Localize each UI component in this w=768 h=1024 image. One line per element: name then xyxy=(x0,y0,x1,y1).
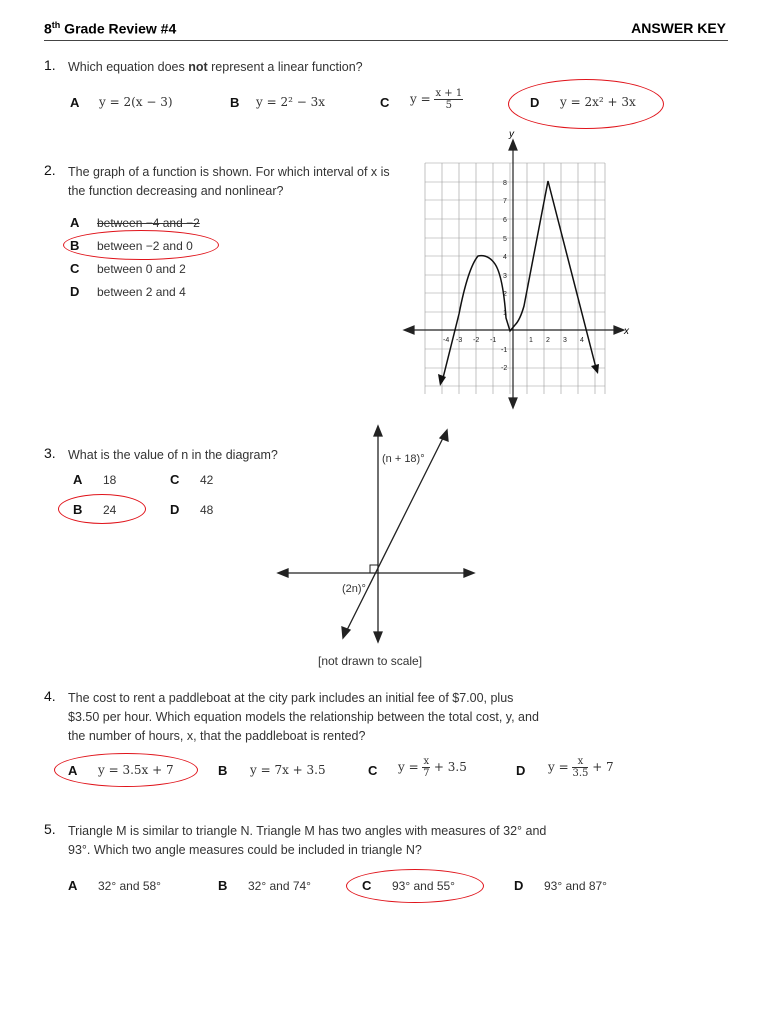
x-tick: 2 xyxy=(546,337,550,344)
q4-option-c-text xyxy=(398,756,467,779)
q1-text-bold: not xyxy=(188,60,208,74)
q1-option-c-pre: y = xyxy=(410,92,435,106)
q2-option-c-text: between 0 and 2 xyxy=(97,262,186,276)
q4-option-c-post: + 3.5 xyxy=(430,760,467,774)
q5-option-b-text: 32° and 74° xyxy=(248,879,311,893)
q1-text-pre: Which equation does xyxy=(68,60,189,74)
q2-function-graph xyxy=(400,128,636,410)
function-curve xyxy=(442,181,596,382)
q4-option-d-pre: y = xyxy=(548,760,573,774)
fraction-denominator: 3.5 xyxy=(572,768,589,779)
q2-line1: The graph of a function is shown. For which interval of x is xyxy=(68,165,390,179)
title-number: 8 xyxy=(44,20,52,37)
fraction-numerator: x xyxy=(423,756,430,767)
q1-answer-circle xyxy=(508,79,664,129)
q5-answer-circle xyxy=(346,869,484,903)
y-tick: 7 xyxy=(503,198,507,205)
y-tick: 4 xyxy=(503,254,507,261)
x-tick: -4 xyxy=(443,337,450,344)
q5-option-d-letter: D xyxy=(514,878,524,893)
x-tick: 3 xyxy=(563,337,567,344)
y-tick: 8 xyxy=(503,180,507,187)
q5-number: 5. xyxy=(44,821,56,837)
q3-diagram-caption: [not drawn to scale] xyxy=(318,654,423,668)
x-tick: -2 xyxy=(473,337,480,344)
q2-option-b-letter: B xyxy=(70,238,80,253)
q2-option-b-text: between −2 and 0 xyxy=(97,239,193,253)
q1-option-a-text: y = 2(x − 3) xyxy=(99,95,173,109)
q5-option-a-letter: A xyxy=(68,878,78,893)
q3-option-a-letter: A xyxy=(73,472,83,487)
y-tick: 1 xyxy=(503,310,507,317)
worksheet-title xyxy=(44,20,176,37)
q4-option-d-fraction xyxy=(572,756,588,779)
q4-option-d-post: + 7 xyxy=(588,760,614,774)
angle-label-top: (n + 18)° xyxy=(382,453,425,465)
q3-option-d-text: 48 xyxy=(200,503,214,517)
q3-option-a-text: 18 xyxy=(103,473,117,487)
y-tick: 6 xyxy=(503,217,507,224)
y-tick-labels xyxy=(501,180,507,372)
q4-option-a-letter: A xyxy=(68,763,78,778)
title-text: Grade Review #4 xyxy=(60,20,177,37)
diagram-lines xyxy=(278,426,474,642)
header-rule xyxy=(44,40,728,41)
q1-option-b-text: y = 2² − 3x xyxy=(256,95,325,109)
fraction-numerator: x + 1 xyxy=(435,88,463,99)
q4-line2: $3.50 per hour. Which equation models the relationship between the total cost, y, and xyxy=(68,710,539,724)
q2-number: 2. xyxy=(44,162,56,178)
fraction-denominator: 7 xyxy=(423,768,430,779)
q3-text: What is the value of n in the diagram? xyxy=(68,448,278,462)
q5-option-d-text: 93° and 87° xyxy=(544,879,607,893)
q4-option-b-text: y = 7x + 3.5 xyxy=(250,763,326,777)
q4-option-a-text: y = 3.5x + 7 xyxy=(98,763,174,777)
x-axis-label: x xyxy=(624,326,629,337)
q3-option-b-text: 24 xyxy=(103,503,117,517)
x-tick: -1 xyxy=(490,337,497,344)
q4-number: 4. xyxy=(44,688,56,704)
q2-option-d-text: between 2 and 4 xyxy=(97,285,186,299)
q5-option-a-text: 32° and 58° xyxy=(98,879,161,893)
q4-option-c-pre: y = xyxy=(398,760,423,774)
q5-line1: Triangle M is similar to triangle N. Triangle M has two angles with measures of 32° and xyxy=(68,824,547,838)
y-tick: 5 xyxy=(503,236,507,243)
graph-grid xyxy=(425,163,605,394)
q1-option-c-fraction xyxy=(434,88,463,111)
y-tick: 2 xyxy=(503,291,507,298)
q1-text-post: represent a linear function? xyxy=(207,60,363,74)
q4-answer-circle xyxy=(54,753,198,787)
fraction-numerator: x xyxy=(572,756,588,768)
q2-option-a-text: between −4 and −2 xyxy=(97,216,200,230)
q5-line2: 93°. Which two angle measures could be included in triangle N? xyxy=(68,843,422,857)
q3-number: 3. xyxy=(44,445,56,461)
q4-option-c-letter: C xyxy=(368,763,378,778)
q1-option-c-text xyxy=(410,88,463,111)
q3-option-d-letter: D xyxy=(170,502,180,517)
x-tick: 4 xyxy=(580,337,584,344)
q5-option-b-letter: B xyxy=(218,878,228,893)
y-axis-label: y xyxy=(509,129,514,140)
q3-option-c-letter: C xyxy=(170,472,180,487)
q1-number: 1. xyxy=(44,57,56,73)
q4-line1: The cost to rent a paddleboat at the city park includes an initial fee of $7.00, plus xyxy=(68,691,514,705)
x-tick: 1 xyxy=(529,337,533,344)
q2-option-c-letter: C xyxy=(70,261,80,276)
answer-key-label: ANSWER KEY xyxy=(631,20,726,36)
q1-text xyxy=(68,58,363,77)
q4-option-b-letter: B xyxy=(218,763,228,778)
x-tick: -3 xyxy=(456,337,463,344)
q2-line2: the function decreasing and nonlinear? xyxy=(68,184,284,198)
y-tick: 3 xyxy=(503,273,507,280)
q3-angle-diagram xyxy=(270,420,480,650)
angle-label-bottom: (2n)° xyxy=(342,583,366,595)
q1-option-d-text: y = 2x² + 3x xyxy=(560,95,636,109)
q3-answer-circle xyxy=(58,494,146,524)
q4-option-d-letter: D xyxy=(516,763,526,778)
q1-option-a-letter: A xyxy=(70,95,80,110)
q2-answer-circle xyxy=(63,230,219,260)
q4-line3: the number of hours, x, that the paddleboat is rented? xyxy=(68,729,366,743)
q3-option-c-text: 42 xyxy=(200,473,214,487)
fraction-denominator: 5 xyxy=(445,100,453,111)
q1-option-d-letter: D xyxy=(530,95,540,110)
q2-option-d-letter: D xyxy=(70,284,80,299)
q2-option-a-letter: A xyxy=(70,215,80,230)
q5-option-c-letter: C xyxy=(362,878,372,893)
q4-option-d-text xyxy=(548,756,614,779)
q5-option-c-text: 93° and 55° xyxy=(392,879,455,893)
q1-option-b-letter: B xyxy=(230,95,240,110)
y-tick: -2 xyxy=(501,365,508,372)
title-superscript: th xyxy=(51,20,61,30)
y-tick: -1 xyxy=(501,347,508,354)
q4-option-c-fraction xyxy=(422,756,430,779)
q1-option-c-letter: C xyxy=(380,95,390,110)
q3-option-b-letter: B xyxy=(73,502,83,517)
